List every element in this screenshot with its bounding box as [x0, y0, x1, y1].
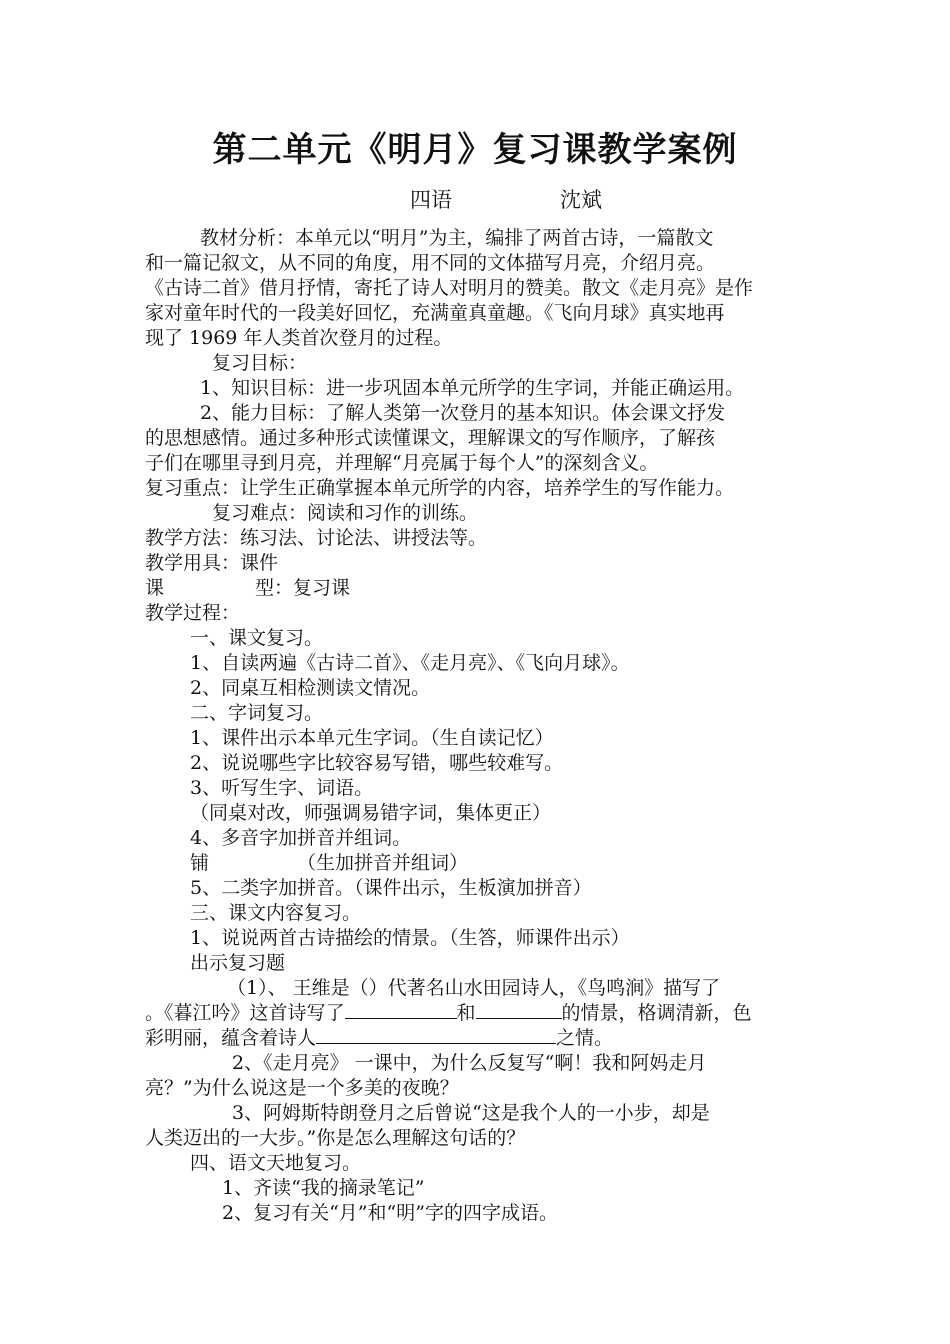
step-item: 3、听写生字、词语。	[190, 777, 374, 799]
step-heading: 一、课文复习。	[190, 627, 324, 649]
difficulty-line: 复习难点：阅读和习作的训练。	[212, 502, 479, 524]
step-item: 1、课件出示本单元生字词。（生自读记忆）	[190, 727, 554, 749]
question-3: 3、阿姆斯特朗登月之后曾说“这是我个人的一小步，却是	[232, 1102, 710, 1124]
step-item: 5、二类字加拼音。（课件出示，生板演加拼音）	[190, 877, 592, 899]
step-note: （生加拼音并组词）	[297, 852, 469, 874]
step-item: 2、同桌互相检测读文情况。	[190, 677, 431, 699]
goal-line: 2、能力目标：了解人类第一次登月的基本知识。体会课文抒发	[200, 402, 726, 424]
answer-blank[interactable]	[316, 1025, 556, 1044]
analysis-line: 家对童年时代的一段美好回忆，充满童真童趣。《飞向月球》真实地再	[145, 302, 725, 324]
question-2-line-2: 亮？”为什么说这是一个多美的夜晚？	[145, 1077, 459, 1099]
step-item: 1、说说两首古诗描绘的情景。（生答，师课件出示）	[190, 927, 630, 949]
goal-line: 1、知识目标：进一步巩固本单元所学的生字词，并能正确运用。	[200, 377, 745, 399]
analysis-line: 和一篇记叙文，从不同的角度，用不同的文体描写月亮，介绍月亮。	[145, 252, 716, 274]
section-heading: 教学过程：	[145, 602, 241, 624]
author-name: 沈斌	[560, 188, 602, 212]
question-1-line-2: 。《暮江吟》这首诗写了 和 的情景，格调清新，色	[145, 1002, 752, 1024]
type-value: 型：复习课	[255, 577, 351, 599]
step-item: 2、复习有关“月”和“明”字的四字成语。	[222, 1202, 558, 1224]
step-note: （同桌对改，师强调易错字词，集体更正）	[190, 802, 552, 824]
question-3-line-2: 人类迈出的一大步。”你是怎么理解这句话的？	[145, 1127, 526, 1149]
section-heading: 复习目标：	[212, 352, 308, 374]
analysis-line: 教材分析：本单元以“明月”为主，编排了两首古诗，一篇散文	[200, 227, 714, 249]
focus-line: 复习重点：让学生正确掌握本单元所学的内容，培养学生的写作能力。	[145, 477, 735, 499]
document-title: 第二单元《明月》复习课教学案例	[212, 130, 738, 170]
step-item: 4、多音字加拼音并组词。	[190, 827, 412, 849]
step-item: 1、自读两遍《古诗二首》、《走月亮》、《飞向月球》。	[190, 652, 630, 674]
analysis-line: 现了 1969 年人类首次登月的过程。	[145, 327, 453, 349]
goal-line: 子们在哪里寻到月亮，并理解“月亮属于每个人”的深刻含义。	[145, 452, 659, 474]
step-heading: 二、字词复习。	[190, 702, 324, 724]
step-item: 2、说说哪些字比较容易写错，哪些较难写。	[190, 752, 564, 774]
step-heading: 三、课文内容复习。	[190, 902, 362, 924]
step-item: 1、齐读“我的摘录笔记”	[222, 1177, 425, 1199]
question-2: 2、《走月亮》 一课中，为什么反复写“啊！我和阿妈走月	[232, 1052, 707, 1074]
grade-label: 四语	[410, 188, 452, 212]
goal-line: 的思想感情。通过多种形式读懂课文，理解课文的写作顺序，了解孩	[145, 427, 716, 449]
polyphone-char: 铺	[190, 852, 210, 874]
question-1-line-3: 彩明丽，蕴含着诗人 之情。	[145, 1027, 614, 1049]
analysis-line: 《古诗二首》借月抒情，寄托了诗人对明月的赞美。散文《走月亮》是作	[145, 277, 754, 299]
answer-blank[interactable]	[476, 1000, 562, 1019]
question-1: （1）、 王维是（）代著名山水田园诗人，《鸟鸣涧》描写了	[227, 977, 721, 999]
type-label: 课	[145, 577, 165, 599]
answer-blank[interactable]	[345, 1000, 457, 1019]
tools-line: 教学用具：课件	[145, 552, 279, 574]
method-line: 教学方法：练习法、讨论法、讲授法等。	[145, 527, 488, 549]
step-item: 出示复习题	[190, 952, 286, 974]
step-heading: 四、语文天地复习。	[190, 1152, 362, 1174]
